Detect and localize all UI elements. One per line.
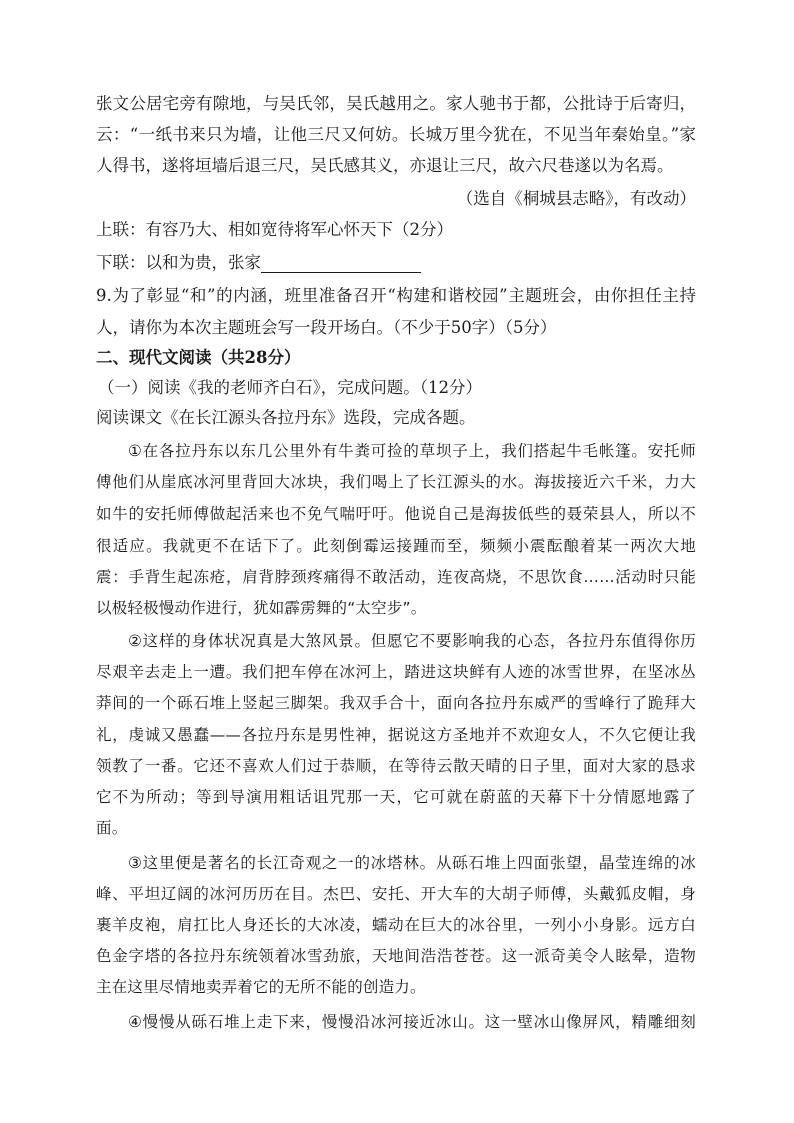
- question-9-line: 9.为了彰显“和”的内涵，班里准备召开“构建和谐校园”主题班会，由你担任主持: [96, 286, 696, 305]
- paragraph-3-line: 裹羊皮袍，肩扛比人身还长的大冰凌，蠕动在巨大的冰谷里，一列小小身影。远方白: [96, 916, 696, 934]
- paragraph-3-line: 主在这里尽情地卖弄着它的无所不能的创造力。: [96, 978, 426, 996]
- paragraph-2-line: 礼，虔诚又愚蠢——各拉丹东是男性神，据说这方圣地并不欢迎女人，不久它便让我: [96, 726, 696, 744]
- paragraph-2-line: 它不为所动；等到导演用粗话诅咒那一天，它可就在蔚蓝的天幕下十分情愿地露了: [96, 788, 696, 806]
- paragraph-3-line: ③这里便是著名的长江奇观之一的冰塔林。从砾石堆上四面张望，晶莹连绵的冰: [128, 854, 696, 872]
- passage-line: 张文公居宅旁有隙地，与吴氏邻，吴氏越用之。家人驰书于都，公批诗于后寄归，: [96, 94, 696, 113]
- couplet-upper: 上联：有容乃大、相如宽待将军心怀天下（2分）: [96, 220, 453, 239]
- couplet-lower: [96, 253, 696, 273]
- paragraph-2-line: 莽间的一个砾石堆上竖起三脚架。我双手合十，面向各拉丹东威严的雪峰行了跪拜大: [96, 694, 696, 712]
- paragraph-1-line: 傅他们从崖底冰河里背回大冰块，我们喝上了长江源头的水。海拔接近六千米，力大: [96, 473, 696, 491]
- paragraph-1-line: 震：手背生起冻疮，肩背脖颈疼痛得不敢活动，连夜高烧，不思饮食……活动时只能: [96, 568, 696, 586]
- paragraph-1-line: 以极轻极慢动作进行，犹如霹雳舞的“太空步”。: [96, 599, 427, 617]
- paragraph-2-line: 尽艰辛去走上一遭。我们把车停在冰河上，踏进这块鲜有人迹的冰雪世界，在坚冰丛: [96, 663, 696, 681]
- paragraph-1-line: ①在各拉丹东以东几公里外有牛粪可捡的草坝子上，我们搭起牛毛帐篷。安托师: [128, 442, 696, 460]
- section-heading: 二、现代文阅读（共28分）: [96, 348, 301, 367]
- paragraph-2-line: ②这样的身体状况真是大煞风景。但愿它不要影响我的心态，各拉丹东值得你历: [128, 632, 696, 650]
- couplet-lower-text: 下联：以和为贵，张家: [96, 253, 261, 272]
- subsection-instruction: 阅读课文《在长江源头各拉丹东》选段，完成各题。: [96, 408, 476, 427]
- paragraph-1-line: 如牛的安托师傅做起活来也不免气喘吁吁。他说自己是海拔低些的聂荣县人，所以不: [96, 505, 696, 523]
- paragraph-1-line: 很适应。我就更不在话下了。此刻倒霉运接踵而至，频频小震酝酿着某一两次大地: [96, 537, 696, 555]
- passage-line: 人得书，遂将垣墙后退三尺，吴氏感其义，亦退让三尺，故六尺巷遂以为名焉。: [96, 156, 674, 175]
- paragraph-2-line: 领教了一番。它还不喜欢人们过于恭顺，在等待云散天晴的日子里，面对大家的恳求: [96, 757, 696, 775]
- paragraph-3-line: 峰、平坦辽阔的冰河历历在目。杰巴、安托、开大车的大胡子师傅，头戴狐皮帽，身: [96, 885, 696, 903]
- paragraph-2-line: 面。: [96, 819, 128, 837]
- passage-source: （选自《桐城县志略》，有改动）: [456, 189, 696, 208]
- answer-blank[interactable]: [261, 256, 421, 273]
- question-9-line: 人，请你为本次主题班会写一段开场白。（不少于50字）（5分）: [96, 318, 557, 337]
- paragraph-3-line: 色金字塔的各拉丹东统领着冰雪劲旅，天地间浩浩苍苍。这一派奇美令人眩晕，造物: [96, 947, 696, 965]
- paragraph-4-line: ④慢慢从砾石堆上走下来，慢慢沿冰河接近冰山。这一壁冰山像屏风，精雕细刻: [128, 1013, 696, 1031]
- passage-line: 云：“一纸书来只为墙，让他三尺又何妨。长城万里今犹在，不见当年秦始皇。”家: [96, 125, 696, 144]
- subsection-heading: （一）阅读《我的老师齐白石》，完成问题。（12分）: [98, 378, 482, 397]
